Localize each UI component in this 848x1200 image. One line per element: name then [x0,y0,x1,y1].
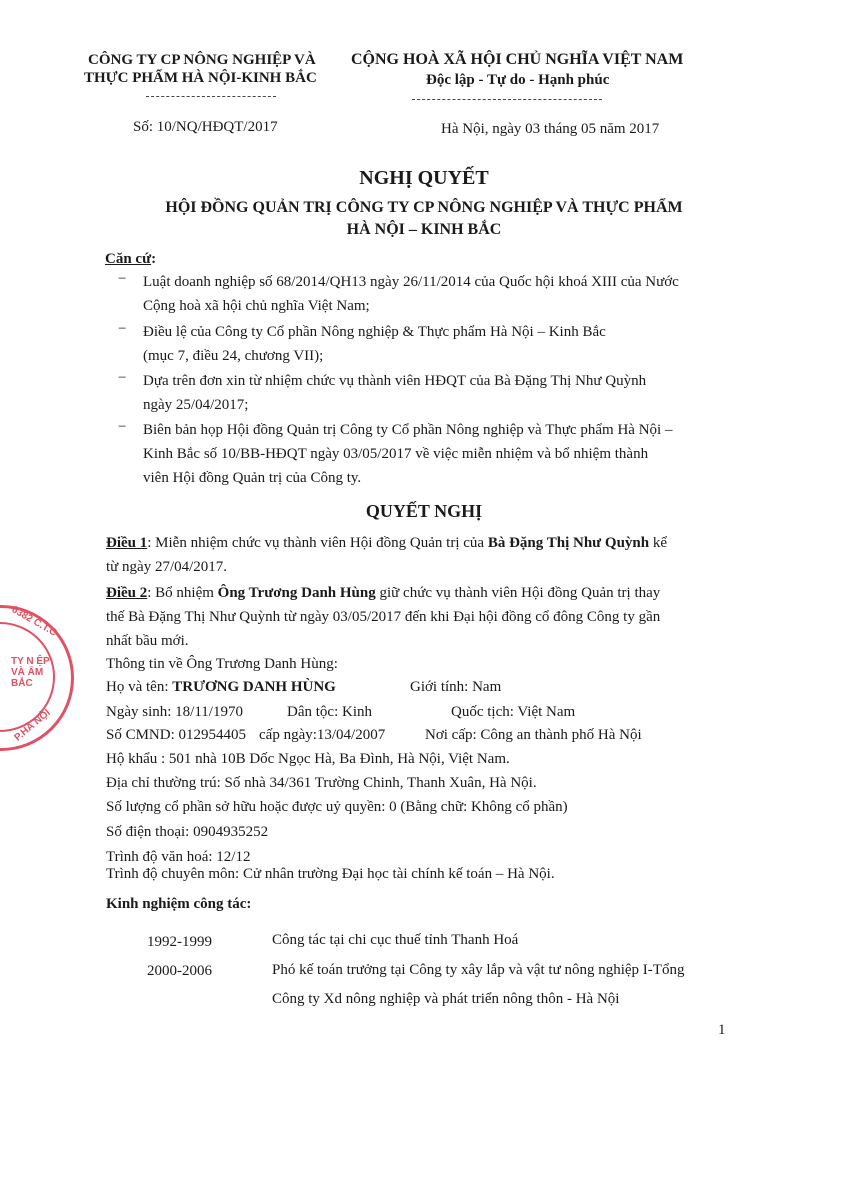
company-divider [146,96,276,97]
resolution-heading: QUYẾT NGHỊ [365,501,483,521]
experience-heading: Kinh nghiệm công tác: [106,896,252,912]
document-number: Số: 10/NQ/HĐQT/2017 [133,119,278,135]
document-subtitle-line2: HÀ NỘI – KINH BẮC [346,221,502,238]
article-1-label: Điều 1 [106,535,148,551]
basis-item: Điều lệ của Công ty Cổ phần Nông nghiệp & Thực phẩm Hà Nội – Kinh Bắc (mục 7, điều 24, chương VII); [143,324,606,364]
person-household: Hộ khẩu : 501 nhà 10B Dốc Ngọc Hà, Ba Đình, Hà Nội, Việt Nam. [106,751,510,767]
person-education: Trình độ văn hoá: 12/12 [106,849,251,865]
experience-period: 2000-2006 [147,963,212,979]
person-ethnicity: Dân tộc: Kinh [287,704,372,720]
place-date: Hà Nội, ngày 03 tháng 05 năm 2017 [441,121,660,137]
person-nationality: Quốc tịch: Việt Nam [451,704,576,720]
person-intro: Thông tin về Ông Trương Danh Hùng: [106,656,338,672]
article-2: Điều 2: Bổ nhiệm Ông Trương Danh Hùng giữ chức vụ thành viên Hội đồng Quản trị thay thế Bà Đặng Thị Như Quỳnh từ ngày 03/05/2017 đến khi Đại hội đồng cổ đông Công ty gần nhất bầu mới. [106,585,661,649]
nation-motto: Độc lập - Tự do - Hạnh phúc [426,72,610,88]
person-id-date: cấp ngày:13/04/2007 [259,727,386,743]
basis-item: Biên bản họp Hội đồng Quản trị Công ty Cổ phần Nông nghiệp và Thực phẩm Hà Nội – Kinh Bắc số 10/BB-HĐQT ngày 03/05/2017 về việc miễn nhiệm và bổ nhiệm thành viên Hội đồng Quản trị của Công ty. [143,422,673,486]
article-2-label: Điều 2 [106,585,148,601]
document-subtitle-line1: HỘI ĐỒNG QUẢN TRỊ CÔNG TY CP NÔNG NGHIỆP VÀ THỰC PHẨM [165,199,683,216]
experience-period: 1992-1999 [147,934,212,950]
person-address: Địa chỉ thường trú: Số nhà 34/361 Trường Chinh, Thanh Xuân, Hà Nội. [106,775,537,791]
company-name-line2: THỰC PHẨM HÀ NỘI-KINH BẮC [84,70,317,86]
bullet-dash: − [118,321,127,337]
person-gender: Giới tính: Nam [410,679,502,695]
experience-description-cont: Công ty Xd nông nghiệp và phát triển nông thôn - Hà Nội [272,991,620,1007]
bullet-dash: − [118,419,127,435]
nation-title: CỘNG HOÀ XÃ HỘI CHỦ NGHĨA VIỆT NAM [351,51,684,68]
person-phone: Số điện thoại: 0904935252 [106,824,269,840]
document-title: NGHỊ QUYẾT [359,167,489,189]
person-profession: Trình độ chuyên môn: Cử nhân trường Đại học tài chính kế toán – Hà Nội. [106,866,555,882]
bullet-dash: − [118,271,127,287]
experience-description: Phó kế toán trưởng tại Công ty xây lắp và vật tư nông nghiệp I-Tổng [272,962,685,978]
person-shares: Số lượng cổ phần sở hữu hoặc được uỷ quyền: 0 (Bằng chữ: Không cổ phần) [106,799,568,815]
person-id-number: Số CMND: 012954405 [106,727,247,743]
page-number: 1 [718,1022,726,1038]
experience-description: Công tác tại chi cục thuế tỉnh Thanh Hoá [272,932,519,948]
person-dob: Ngày sinh: 18/11/1970 [106,704,243,720]
basis-heading: Căn cứ: [105,251,157,267]
company-name-line1: CÔNG TY CP NÔNG NGHIỆP VÀ [88,52,316,68]
motto-divider [412,99,602,100]
person-name: Họ và tên: TRƯƠNG DANH HÙNG [106,679,336,695]
person-id-place: Nơi cấp: Công an thành phố Hà Nội [425,727,642,743]
company-seal: 6382 C.T.C TY N ỆP VÀ ẨM BẮC P.HÀ NỘI [0,605,74,751]
bullet-dash: − [118,370,127,386]
basis-item: Luật doanh nghiệp số 68/2014/QH13 ngày 26/11/2014 của Quốc hội khoá XIII của Nước Cộng hoà xã hội chủ nghĩa Việt Nam; [143,274,679,314]
basis-item: Dựa trên đơn xin từ nhiệm chức vụ thành viên HĐQT của Bà Đặng Thị Như Quỳnh ngày 25/04/2017; [143,373,647,413]
article-1: Điều 1: Miễn nhiệm chức vụ thành viên Hội đồng Quản trị của Bà Đặng Thị Như Quỳnh kể từ ngày 27/04/2017. [106,535,668,575]
